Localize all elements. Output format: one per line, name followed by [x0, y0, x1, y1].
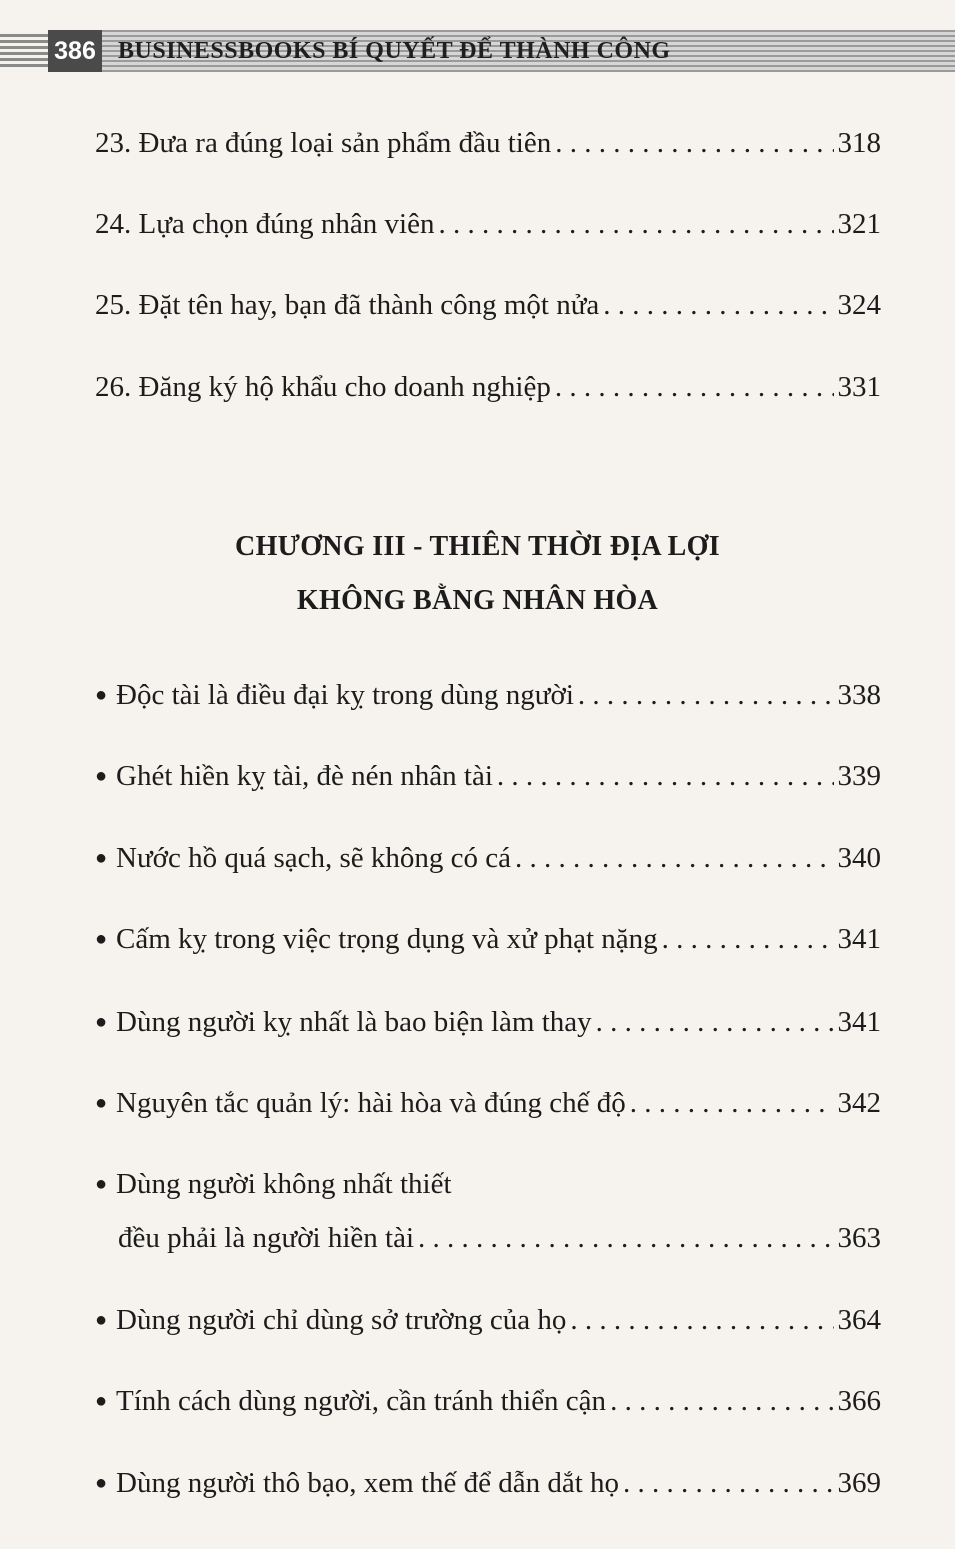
bullet-icon: ● — [95, 1173, 108, 1195]
toc-entry-label: Dùng người kỵ nhất là bao biện làm thay — [116, 1006, 592, 1038]
leader-dots — [438, 199, 833, 249]
toc-entry-page: 363 — [837, 1222, 881, 1254]
leader-dots — [570, 1295, 833, 1345]
leader-dots — [603, 280, 833, 330]
toc-entry-label: 23. Đưa ra đúng loại sản phẩm đầu tiên — [95, 127, 552, 159]
toc-entry-label: Ghét hiền kỵ tài, đè nén nhân tài — [116, 760, 493, 792]
leader-dots — [555, 118, 833, 168]
toc-bullet-entry — [95, 833, 881, 883]
leader-dots — [630, 1078, 834, 1128]
book-title: BUSINESSBOOKS BÍ QUYẾT ĐỂ THÀNH CÔNG — [118, 37, 671, 64]
leader-dots — [578, 670, 834, 720]
toc-entry-label: Độc tài là điều đại kỵ trong dùng người — [116, 679, 574, 711]
page-header — [0, 28, 955, 74]
toc-entry-page: 339 — [837, 760, 881, 792]
bullet-icon: ● — [95, 928, 108, 950]
toc-bullet-entry — [95, 1078, 881, 1128]
toc-entry-label: Dùng người không nhất thiết — [116, 1168, 452, 1200]
toc-bullet-entry — [95, 1295, 881, 1345]
header-stripes — [0, 34, 48, 68]
toc-entry-page: 324 — [837, 289, 881, 321]
toc-entry-label: Nước hồ quá sạch, sẽ không có cá — [116, 842, 512, 874]
toc-entry — [95, 280, 881, 330]
bullet-icon: ● — [95, 1390, 108, 1412]
bullet-icon: ● — [95, 684, 108, 706]
leader-dots — [555, 362, 834, 412]
toc-entry-label: Tính cách dùng người, cần tránh thiển cận — [116, 1385, 607, 1417]
toc-entry — [95, 118, 881, 168]
toc-entry-label: Cấm kỵ trong việc trọng dụng và xử phạt nặng — [116, 923, 658, 955]
chapter-title-line1: CHƯƠNG III - THIÊN THỜI ĐỊA LỢI — [235, 531, 720, 562]
page-number: 386 — [48, 30, 102, 72]
toc-entry-page: 331 — [837, 371, 881, 403]
toc-entry-page: 369 — [837, 1467, 881, 1499]
leader-dots — [596, 997, 834, 1047]
leader-dots — [662, 914, 834, 964]
toc-entry-page: 318 — [837, 127, 881, 159]
toc-bullet-entry — [95, 1458, 881, 1508]
toc-entry — [95, 199, 881, 249]
leader-dots — [623, 1458, 833, 1508]
leader-dots — [515, 833, 833, 883]
toc-entry — [95, 362, 881, 412]
bullet-icon: ● — [95, 765, 108, 787]
toc-entry-label: Dùng người chỉ dùng sở trường của họ — [116, 1304, 567, 1336]
toc-entry-label: Dùng người thô bạo, xem thế để dẫn dắt họ — [116, 1467, 620, 1499]
toc-entry-page: 342 — [837, 1087, 881, 1119]
leader-dots — [497, 751, 834, 801]
bullet-icon: ● — [95, 1472, 108, 1494]
bullet-icon: ● — [95, 1011, 108, 1033]
bullet-icon: ● — [95, 847, 108, 869]
leader-dots — [418, 1213, 833, 1263]
toc-entry-label: Nguyên tắc quản lý: hài hòa và đúng chế độ — [116, 1087, 626, 1119]
toc-entry-page: 364 — [837, 1304, 881, 1336]
bullet-icon: ● — [95, 1092, 108, 1114]
toc-entry-page: 341 — [837, 923, 881, 955]
toc-entry-label: 25. Đặt tên hay, bạn đã thành công một nửa — [95, 289, 600, 321]
toc-entry-label: 24. Lựa chọn đúng nhân viên — [95, 208, 435, 240]
toc-entry-label: 26. Đăng ký hộ khẩu cho doanh nghiệp — [95, 371, 551, 403]
toc-bullet-entry — [95, 670, 881, 720]
toc-entry-page: 338 — [837, 679, 881, 711]
toc-entry-page: 321 — [837, 208, 881, 240]
toc-entry-page: 341 — [837, 1006, 881, 1038]
running-title-bar — [102, 30, 955, 72]
toc-bullet-entry — [95, 997, 881, 1047]
toc-entry-page: 340 — [837, 842, 881, 874]
bullet-icon: ● — [95, 1309, 108, 1331]
toc-entry-label-continuation: đều phải là người hiền tài — [118, 1222, 415, 1254]
leader-dots — [610, 1376, 833, 1426]
toc-entry-page: 366 — [837, 1385, 881, 1417]
chapter-title-line2: KHÔNG BẰNG NHÂN HÒA — [296, 585, 659, 616]
toc-bullet-entry — [95, 914, 881, 964]
toc-bullet-entry-first-line — [95, 1159, 881, 1209]
toc-bullet-entry — [95, 1376, 881, 1426]
toc-bullet-entry-continuation — [118, 1213, 881, 1263]
toc-bullet-entry — [95, 751, 881, 801]
